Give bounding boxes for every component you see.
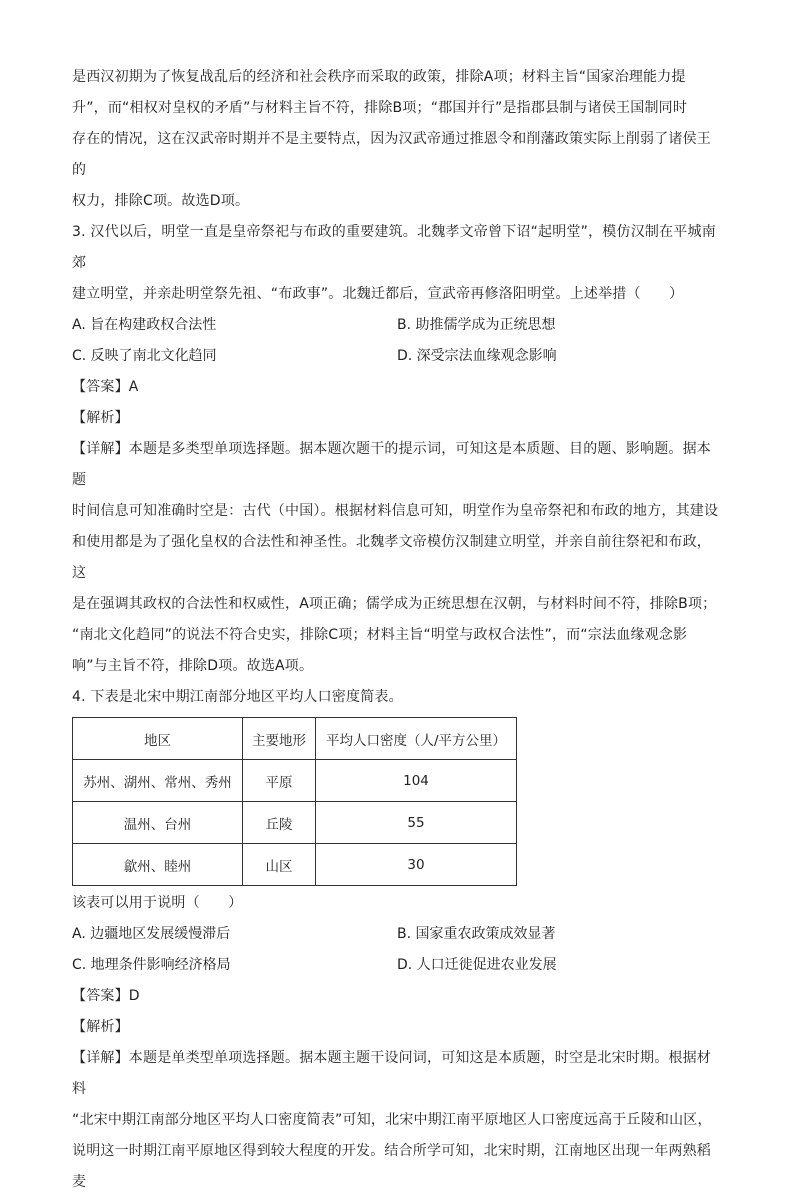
- option-d: D. 人口迁徙促进农业发展: [397, 957, 557, 973]
- detail-line: 时间信息可知准确时空是：古代（中国）。根据材料信息可知，明堂作为皇帝祭祀和布政的地方，其建设: [72, 503, 719, 519]
- detail-line: “北宋中期江南部分地区平均人口密度简表”可知，北宋中期江南平原地区人口密度远高于丘陵和山区，: [72, 1112, 712, 1128]
- option-a: A. 旨在构建政权合法性: [72, 317, 217, 333]
- question-prompt: 该表可以用于说明（ ）: [72, 895, 243, 911]
- detail-line: 【详解】本题是单类型单项选择题。据本题主题干设问词，可知这是本质题，时空是北宋时期。根据材料: [72, 1050, 711, 1097]
- detail-line: 说明这一时期江南平原地区得到较大程度的开发。结合所学可知，北宋时期，江南地区出现一年两熟稻麦: [72, 1143, 711, 1190]
- table-cell: 歙州、睦州: [73, 844, 243, 886]
- options-grid: [72, 919, 724, 981]
- option-c: C. 地理条件影响经济格局: [72, 957, 231, 973]
- answer-line: 【答案】A: [72, 379, 139, 395]
- table-cell: 30: [316, 844, 517, 886]
- detail-line: 是在强调其政权的合法性和权威性，A项正确；儒学成为正统思想在汉朝，与材料时间不符，排除B项；: [72, 596, 717, 612]
- table-row: [73, 844, 517, 886]
- table-cell: 平原: [243, 760, 316, 802]
- question-stem-line: 3. 汉代以后，明堂一直是皇帝祭祀与布政的重要建筑。北魏孝文帝曾下诏“起明堂”，模仿汉制在平城南郊: [72, 224, 716, 271]
- question-3: [72, 217, 724, 682]
- question-stem-line: 建立明堂，并亲赴明堂祭先祖、“布政事”。北魏迁都后，宣武帝再修洛阳明堂。上述举措（ ）: [72, 286, 684, 302]
- table-cell: 丘陵: [243, 802, 316, 844]
- page-content: [72, 62, 724, 1198]
- question-4: [72, 682, 724, 1198]
- option-c: C. 反映了南北文化趋同: [72, 348, 217, 364]
- detail-line: “南北文化趋同”的说法不符合史实，排除C项；材料主旨“明堂与政权合法性”，而“宗法血缘观念影: [72, 627, 688, 643]
- text-line: 升”，而“相权对皇权的矛盾”与材料主旨不符，排除B项；“郡国并行”是指郡县制与诸侯王国制同时: [72, 100, 688, 116]
- text-line: 是西汉初期为了恢复战乱后的经济和社会秩序而采取的政策，排除A项；材料主旨“国家治理能力提: [72, 69, 686, 85]
- detail-line: 和使用都是为了强化皇权的合法性和神圣性。北魏孝文帝模仿汉制建立明堂，并亲自前往祭祀和布政，这: [72, 534, 711, 581]
- table-header-cell: 地区: [73, 718, 243, 760]
- previous-analysis: [72, 62, 724, 217]
- table-cell: 山区: [243, 844, 316, 886]
- table-cell: 104: [316, 760, 517, 802]
- answer-line: 【答案】D: [72, 988, 140, 1004]
- population-density-table: [72, 717, 517, 886]
- detail-line: 响”与主旨不符，排除D项。故选A项。: [72, 658, 314, 674]
- option-b: B. 助推儒学成为正统思想: [397, 317, 556, 333]
- table-header-cell: 主要地形: [243, 718, 316, 760]
- options-grid: [72, 310, 724, 372]
- table-row: [73, 802, 517, 844]
- option-a: A. 边疆地区发展缓慢滞后: [72, 926, 231, 942]
- analysis-heading: 【解析】: [72, 410, 129, 426]
- text-line: 权力，排除C项。故选D项。: [72, 193, 250, 209]
- option-b: B. 国家重农政策成效显著: [397, 926, 556, 942]
- text-line: 存在的情况，这在汉武帝时期并不是主要特点，因为汉武帝通过推恩令和削藩政策实际上削弱了诸侯王的: [72, 131, 711, 178]
- table-cell: 苏州、湖州、常州、秀州: [73, 760, 243, 802]
- detail-line: 【详解】本题是多类型单项选择题。据本题次题干的提示词，可知这是本质题、目的题、影响题。据本题: [72, 441, 711, 488]
- analysis-heading: 【解析】: [72, 1019, 129, 1035]
- table-cell: 温州、台州: [73, 802, 243, 844]
- option-d: D. 深受宗法血缘观念影响: [397, 348, 557, 364]
- table-header-row: [73, 718, 517, 760]
- table-cell: 55: [316, 802, 517, 844]
- table-row: [73, 760, 517, 802]
- table-header-cell: 平均人口密度（人/平方公里）: [316, 718, 517, 760]
- question-stem-line: 4. 下表是北宋中期江南部分地区平均人口密度简表。: [72, 689, 403, 705]
